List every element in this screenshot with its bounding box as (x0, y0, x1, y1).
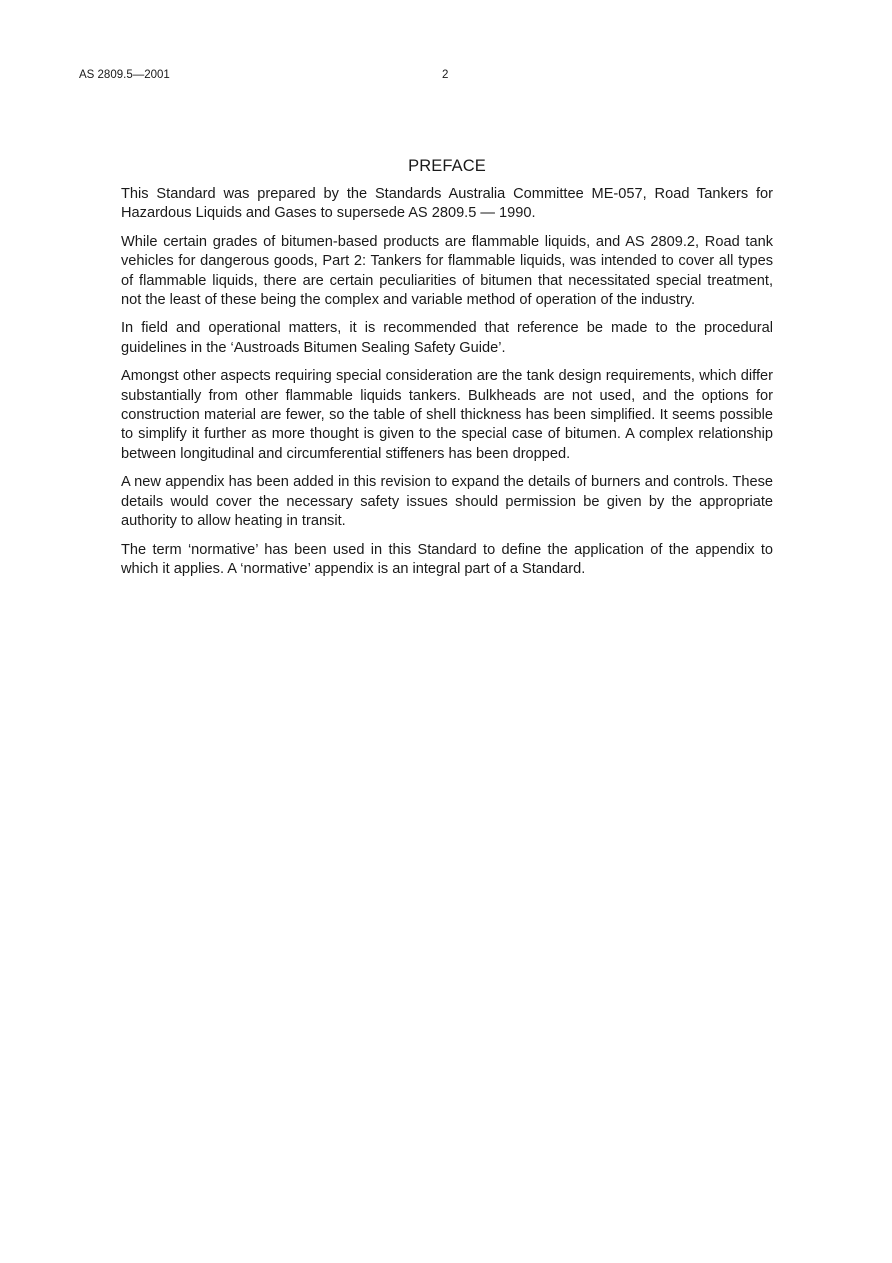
preface-section (121, 155, 773, 588)
page-header (79, 67, 839, 83)
preface-paragraph-bitumen: While certain grades of bitumen-based products are flammable liquids, and AS 2809.2, Road tank vehicles for dangerous goods, Part 2: Tankers for flammable liquids, was intended to cover all types of flammable liquids, there are certain peculiarities of bitumen that necessitated special treatment, not the least of these being the complex and variable method of operation of the industry. (121, 233, 773, 309)
preface-paragraph-guidelines: In field and operational matters, it is recommended that reference be made to the procedural guidelines in the ‘Austroads Bitumen Sealing Safety Guide’. (121, 320, 773, 356)
preface-paragraph-appendix: A new appendix has been added in this revision to expand the details of burners and controls. These details would cover the necessary safety issues should permission be given by the appropriate authority to allow heating in transit. (121, 474, 773, 530)
preface-paragraph-committee: This Standard was prepared by the Standards Australia Committee ME-057, Road Tankers for Hazardous Liquids and Gases to supersede AS 2809.5 — 1990. (121, 186, 773, 222)
preface-title: PREFACE (408, 157, 486, 175)
preface-paragraph-design: Amongst other aspects requiring special consideration are the tank design requirements, which differ substantially from other flammable liquids tankers. Bulkheads are not used, and the options for construction material are fewer, so the table of shell thickness has been simplified. It seems possible to simplify it further as more thought is given to the special case of bitumen. A complex relationship between longitudinal and circumferential stiffeners has been dropped. (121, 368, 773, 462)
page-number: 2 (442, 69, 449, 81)
document-identifier: AS 2809.5—2001 (79, 69, 170, 81)
preface-paragraph-normative: The term ‘normative’ has been used in this Standard to define the application of the appendix to which it applies. A ‘normative’ appendix is an integral part of a Standard. (121, 541, 773, 577)
